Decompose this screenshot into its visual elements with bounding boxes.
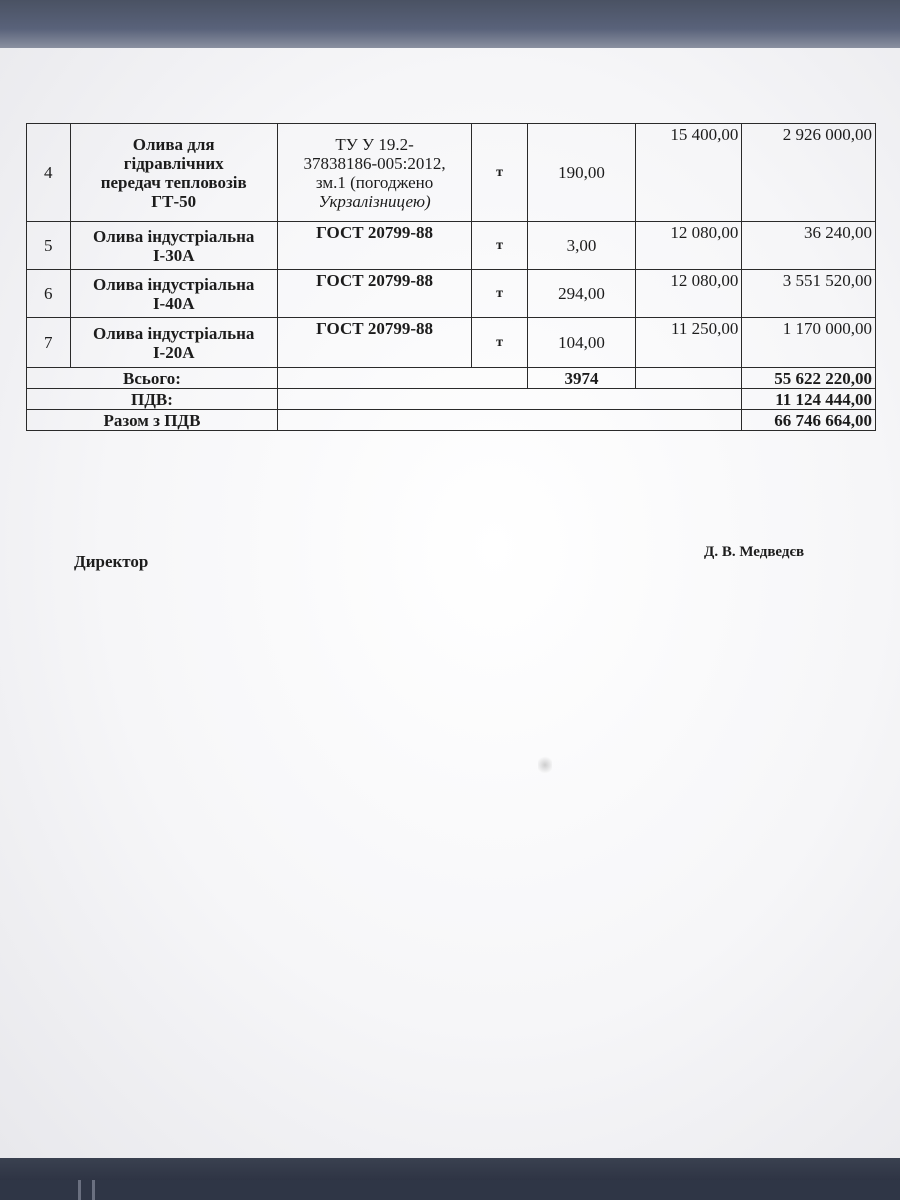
vat-row xyxy=(27,389,876,410)
standard-line: зм.1 (погоджено xyxy=(315,172,434,192)
empty-cell xyxy=(277,410,741,431)
sum: 36 240,00 xyxy=(742,222,876,270)
table-row xyxy=(27,222,876,270)
sum: 2 926 000,00 xyxy=(742,124,876,222)
product-name-line: І-40А xyxy=(152,293,195,313)
product-name-line: Олива індустріальна xyxy=(93,274,255,294)
product-name xyxy=(70,318,277,368)
standard-line: 37838186-005:2012, xyxy=(303,153,446,173)
standard-line: ТУ У 19.2- xyxy=(335,134,414,154)
product-name xyxy=(70,270,277,318)
row-number: 6 xyxy=(27,270,71,318)
vat-sum: 11 124 444,00 xyxy=(742,389,876,410)
price: 12 080,00 xyxy=(636,222,742,270)
product-name-line: Олива індустріальна xyxy=(93,323,255,343)
empty-cell xyxy=(277,368,527,389)
table-row xyxy=(27,124,876,222)
screen-top-bezel xyxy=(0,0,900,48)
row-number: 5 xyxy=(27,222,71,270)
price: 11 250,00 xyxy=(636,318,742,368)
product-name-line: передач тепловозів xyxy=(100,172,247,192)
row-number: 7 xyxy=(27,318,71,368)
empty-cell xyxy=(636,368,742,389)
total-quantity: 3974 xyxy=(527,368,635,389)
paper-smudge xyxy=(538,755,552,775)
signer-position: Директор xyxy=(74,552,149,571)
product-name-line: Олива індустріальна xyxy=(93,226,255,246)
goods-table xyxy=(26,123,876,431)
quantity: 294,00 xyxy=(527,270,635,318)
grand-total-label: Разом з ПДВ xyxy=(27,410,278,431)
quantity: 3,00 xyxy=(527,222,635,270)
signer-name: Д. В. Медведєв xyxy=(704,544,805,560)
grand-total-sum: 66 746 664,00 xyxy=(742,410,876,431)
product-name-line: ГТ-50 xyxy=(151,191,197,211)
row-number: 4 xyxy=(27,124,71,222)
product-standard: ГОСТ 20799-88 xyxy=(277,318,471,368)
sum: 1 170 000,00 xyxy=(742,318,876,368)
unit: т xyxy=(472,270,528,318)
total-row xyxy=(27,368,876,389)
total-label: Всього: xyxy=(27,368,278,389)
product-standard: ГОСТ 20799-88 xyxy=(277,270,471,318)
grand-total-row xyxy=(27,410,876,431)
table-row xyxy=(27,270,876,318)
product-name-line: гідравлічних xyxy=(123,153,224,173)
product-name xyxy=(70,222,277,270)
price: 15 400,00 xyxy=(636,124,742,222)
quantity: 104,00 xyxy=(527,318,635,368)
product-name-line: Олива для xyxy=(132,134,215,154)
empty-cell xyxy=(277,389,741,410)
product-name-line: І-20А xyxy=(152,342,195,362)
quantity: 190,00 xyxy=(527,124,635,222)
unit: т xyxy=(472,222,528,270)
sum: 3 551 520,00 xyxy=(742,270,876,318)
unit: т xyxy=(472,318,528,368)
unit: т xyxy=(472,124,528,222)
product-name xyxy=(70,124,277,222)
vat-label: ПДВ: xyxy=(27,389,278,410)
product-name-line: І-30А xyxy=(152,245,195,265)
product-standard xyxy=(277,124,471,222)
table-row xyxy=(27,318,876,368)
price: 12 080,00 xyxy=(636,270,742,318)
standard-line: Укрзалізницею) xyxy=(318,191,431,211)
taskbar-strip xyxy=(0,1180,900,1200)
total-sum: 55 622 220,00 xyxy=(742,368,876,389)
product-standard: ГОСТ 20799-88 xyxy=(277,222,471,270)
